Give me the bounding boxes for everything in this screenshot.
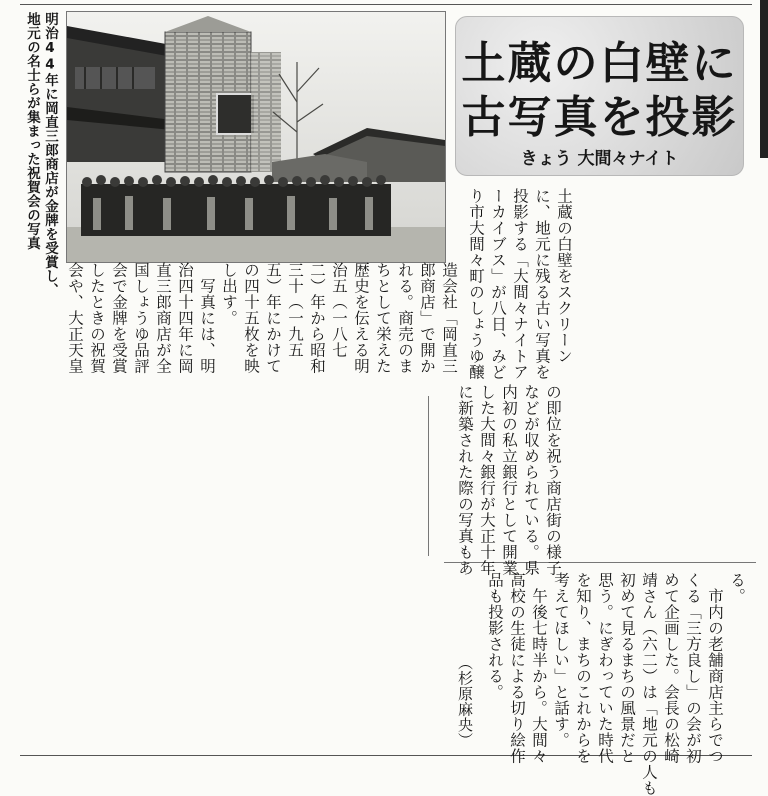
article-line: 内初の私立銀行として開業 — [500, 384, 518, 576]
article-line: 品も投影される。 — [486, 572, 504, 700]
article-line: 造会社「岡直三 — [440, 262, 458, 374]
article-line: 高校の生徒による切り絵作 — [508, 572, 526, 764]
article-line: めて企画した。会長の松崎 — [662, 572, 680, 764]
column-divider-vertical — [428, 396, 429, 556]
article-line: 国しょうゆ品評 — [132, 262, 150, 374]
article-line: した大間々銀行が大正十年 — [478, 384, 496, 576]
article-line: ーカイブス」が八日、みど — [489, 188, 507, 380]
article-line: 直三郎商店が全 — [154, 262, 172, 374]
article-line: 歴史を伝える明 — [352, 262, 370, 374]
headline-box — [455, 16, 744, 176]
article-line: 土蔵の白壁をスクリーン — [555, 188, 573, 364]
article-byline: （杉原麻央） — [456, 655, 474, 748]
article-line: 初めて見るまちの風景だと — [618, 572, 636, 764]
article-line: 治四十四年に岡 — [176, 262, 194, 374]
article-line: 写真には、明 — [198, 262, 216, 374]
headline-subtitle: きょう 大間々ナイト — [520, 149, 679, 169]
photo-caption-line-2: 地元の名士らが集まった祝賀会の写真 — [24, 12, 40, 250]
article-line: 投影する「大間々ナイトア — [511, 188, 529, 380]
article-line: に新築された際の写真もあ — [456, 384, 474, 576]
photo-illustration — [67, 12, 445, 262]
article-line: 会や、大正天皇 — [66, 262, 84, 374]
article-line: る。 — [728, 572, 746, 604]
article-line: に、地元に残る古い写真を — [533, 188, 551, 380]
article-line: の即位を祝う商店街の様子 — [544, 384, 562, 576]
article-line: くる「三方良し」の会が初 — [684, 572, 702, 764]
article-line: 思う。にぎわっていた時代 — [596, 572, 614, 764]
article-line: 二）年から昭和 — [308, 262, 326, 374]
article-line: したときの祝賀 — [88, 262, 106, 374]
article-line: を知り、まちのこれからを — [574, 572, 592, 764]
photo-caption-line-1: 明治44年に岡直三郎商店が金牌を受賞し、 — [42, 12, 58, 297]
article-line: 考えてほしい」と話す。 — [552, 572, 570, 748]
right-edge-bar — [760, 0, 768, 158]
headline-line-2: 古写真を投影 — [461, 92, 738, 143]
article-line: り市大間々町のしょうゆ醸 — [467, 188, 485, 380]
article-line: 治五（一八七 — [330, 262, 348, 358]
article-line: 五）年にかけて — [264, 262, 282, 374]
headline-line-1: 土蔵の白壁に — [461, 38, 738, 89]
article-line: などが収められている。県 — [522, 384, 540, 576]
article-line: ちとして栄えた — [374, 262, 392, 374]
article-line: 市内の老舗商店主らでつ — [706, 572, 724, 764]
historic-photo — [66, 11, 446, 263]
article-line: 会で金牌を受賞 — [110, 262, 128, 374]
article-line: 午後七時半から。大間々 — [530, 572, 548, 764]
article-line: 靖さん（六二）は「地元の人も — [640, 572, 658, 796]
article-line: 郎商店」で開か — [418, 262, 436, 374]
article-line: し出す。 — [220, 262, 238, 326]
article-line: れる。商売のま — [396, 262, 414, 374]
article-line: 三十（一九五 — [286, 262, 304, 358]
article-line: の四十五枚を映 — [242, 262, 260, 374]
top-rule — [20, 4, 752, 5]
